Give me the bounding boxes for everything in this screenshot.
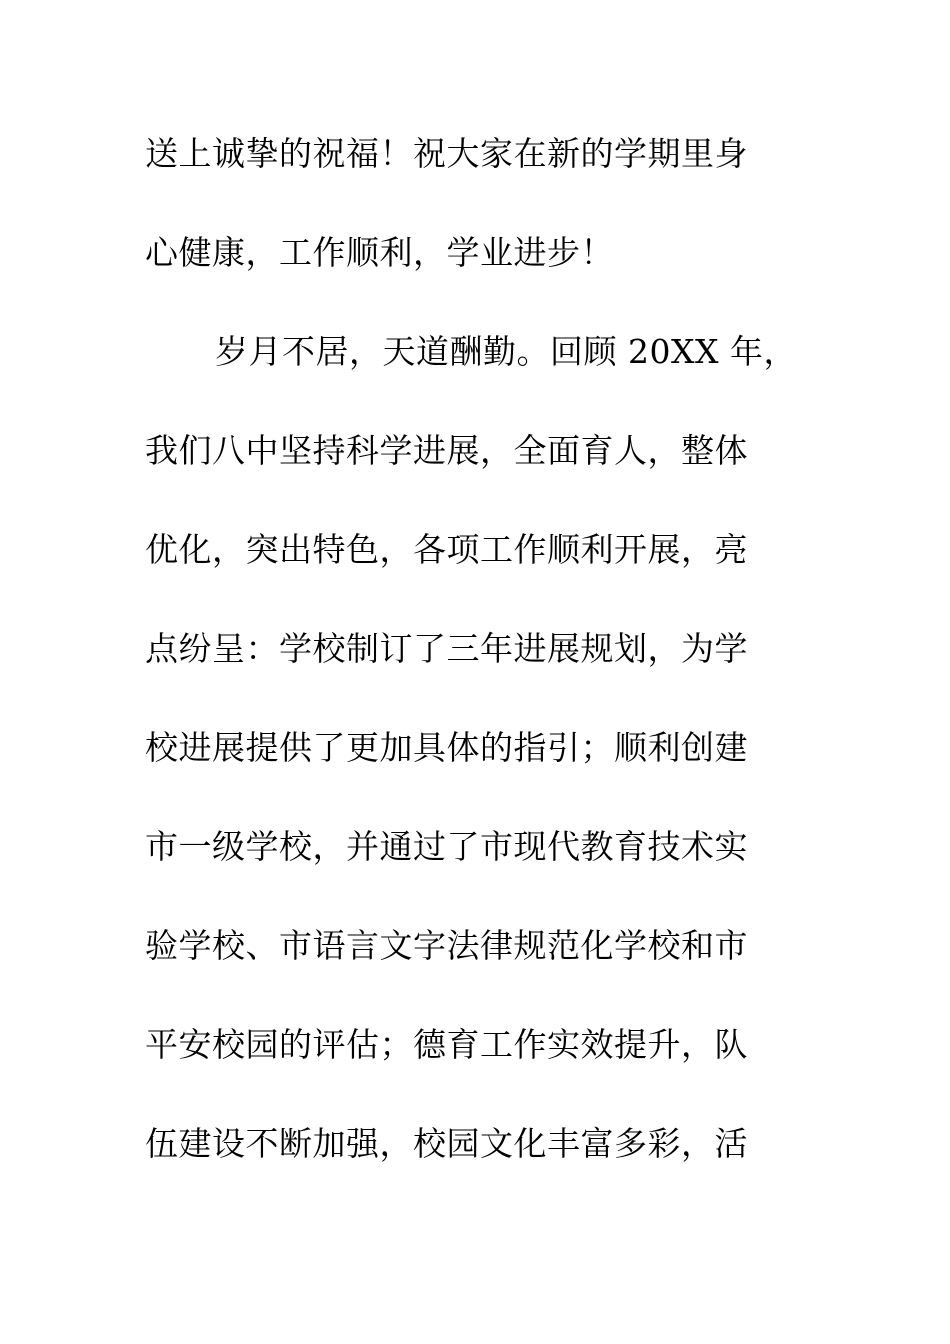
text-line: 验学校、市语言文字法律规范化学校和市 (145, 926, 748, 965)
text-line: 市一级学校，并通过了市现代教育技术实 (145, 827, 748, 866)
text-line: 伍建设不断加强，校园文化丰富多彩，活 (145, 1124, 748, 1163)
text-line: 点纷呈：学校制订了三年进展规划，为学 (145, 629, 748, 668)
text-line: 送上诚挚的祝福！祝大家在新的学期里身 (145, 134, 748, 173)
document-text-body (145, 123, 797, 1212)
text-line: 平安校园的评估；德育工作实效提升，队 (145, 1025, 748, 1064)
text-line: 我们八中坚持科学进展，全面育人，整体 (145, 431, 748, 470)
text-line: 校进展提供了更加具体的指引；顺利创建 (145, 728, 748, 767)
text-line: 优化，突出特色，各项工作顺利开展，亮 (145, 530, 748, 569)
paragraph-start-line: 岁月不居，天道酬勤。回顾 20XX 年， (215, 332, 797, 371)
text-line: 心健康，工作顺利，学业进步！ (145, 233, 614, 272)
